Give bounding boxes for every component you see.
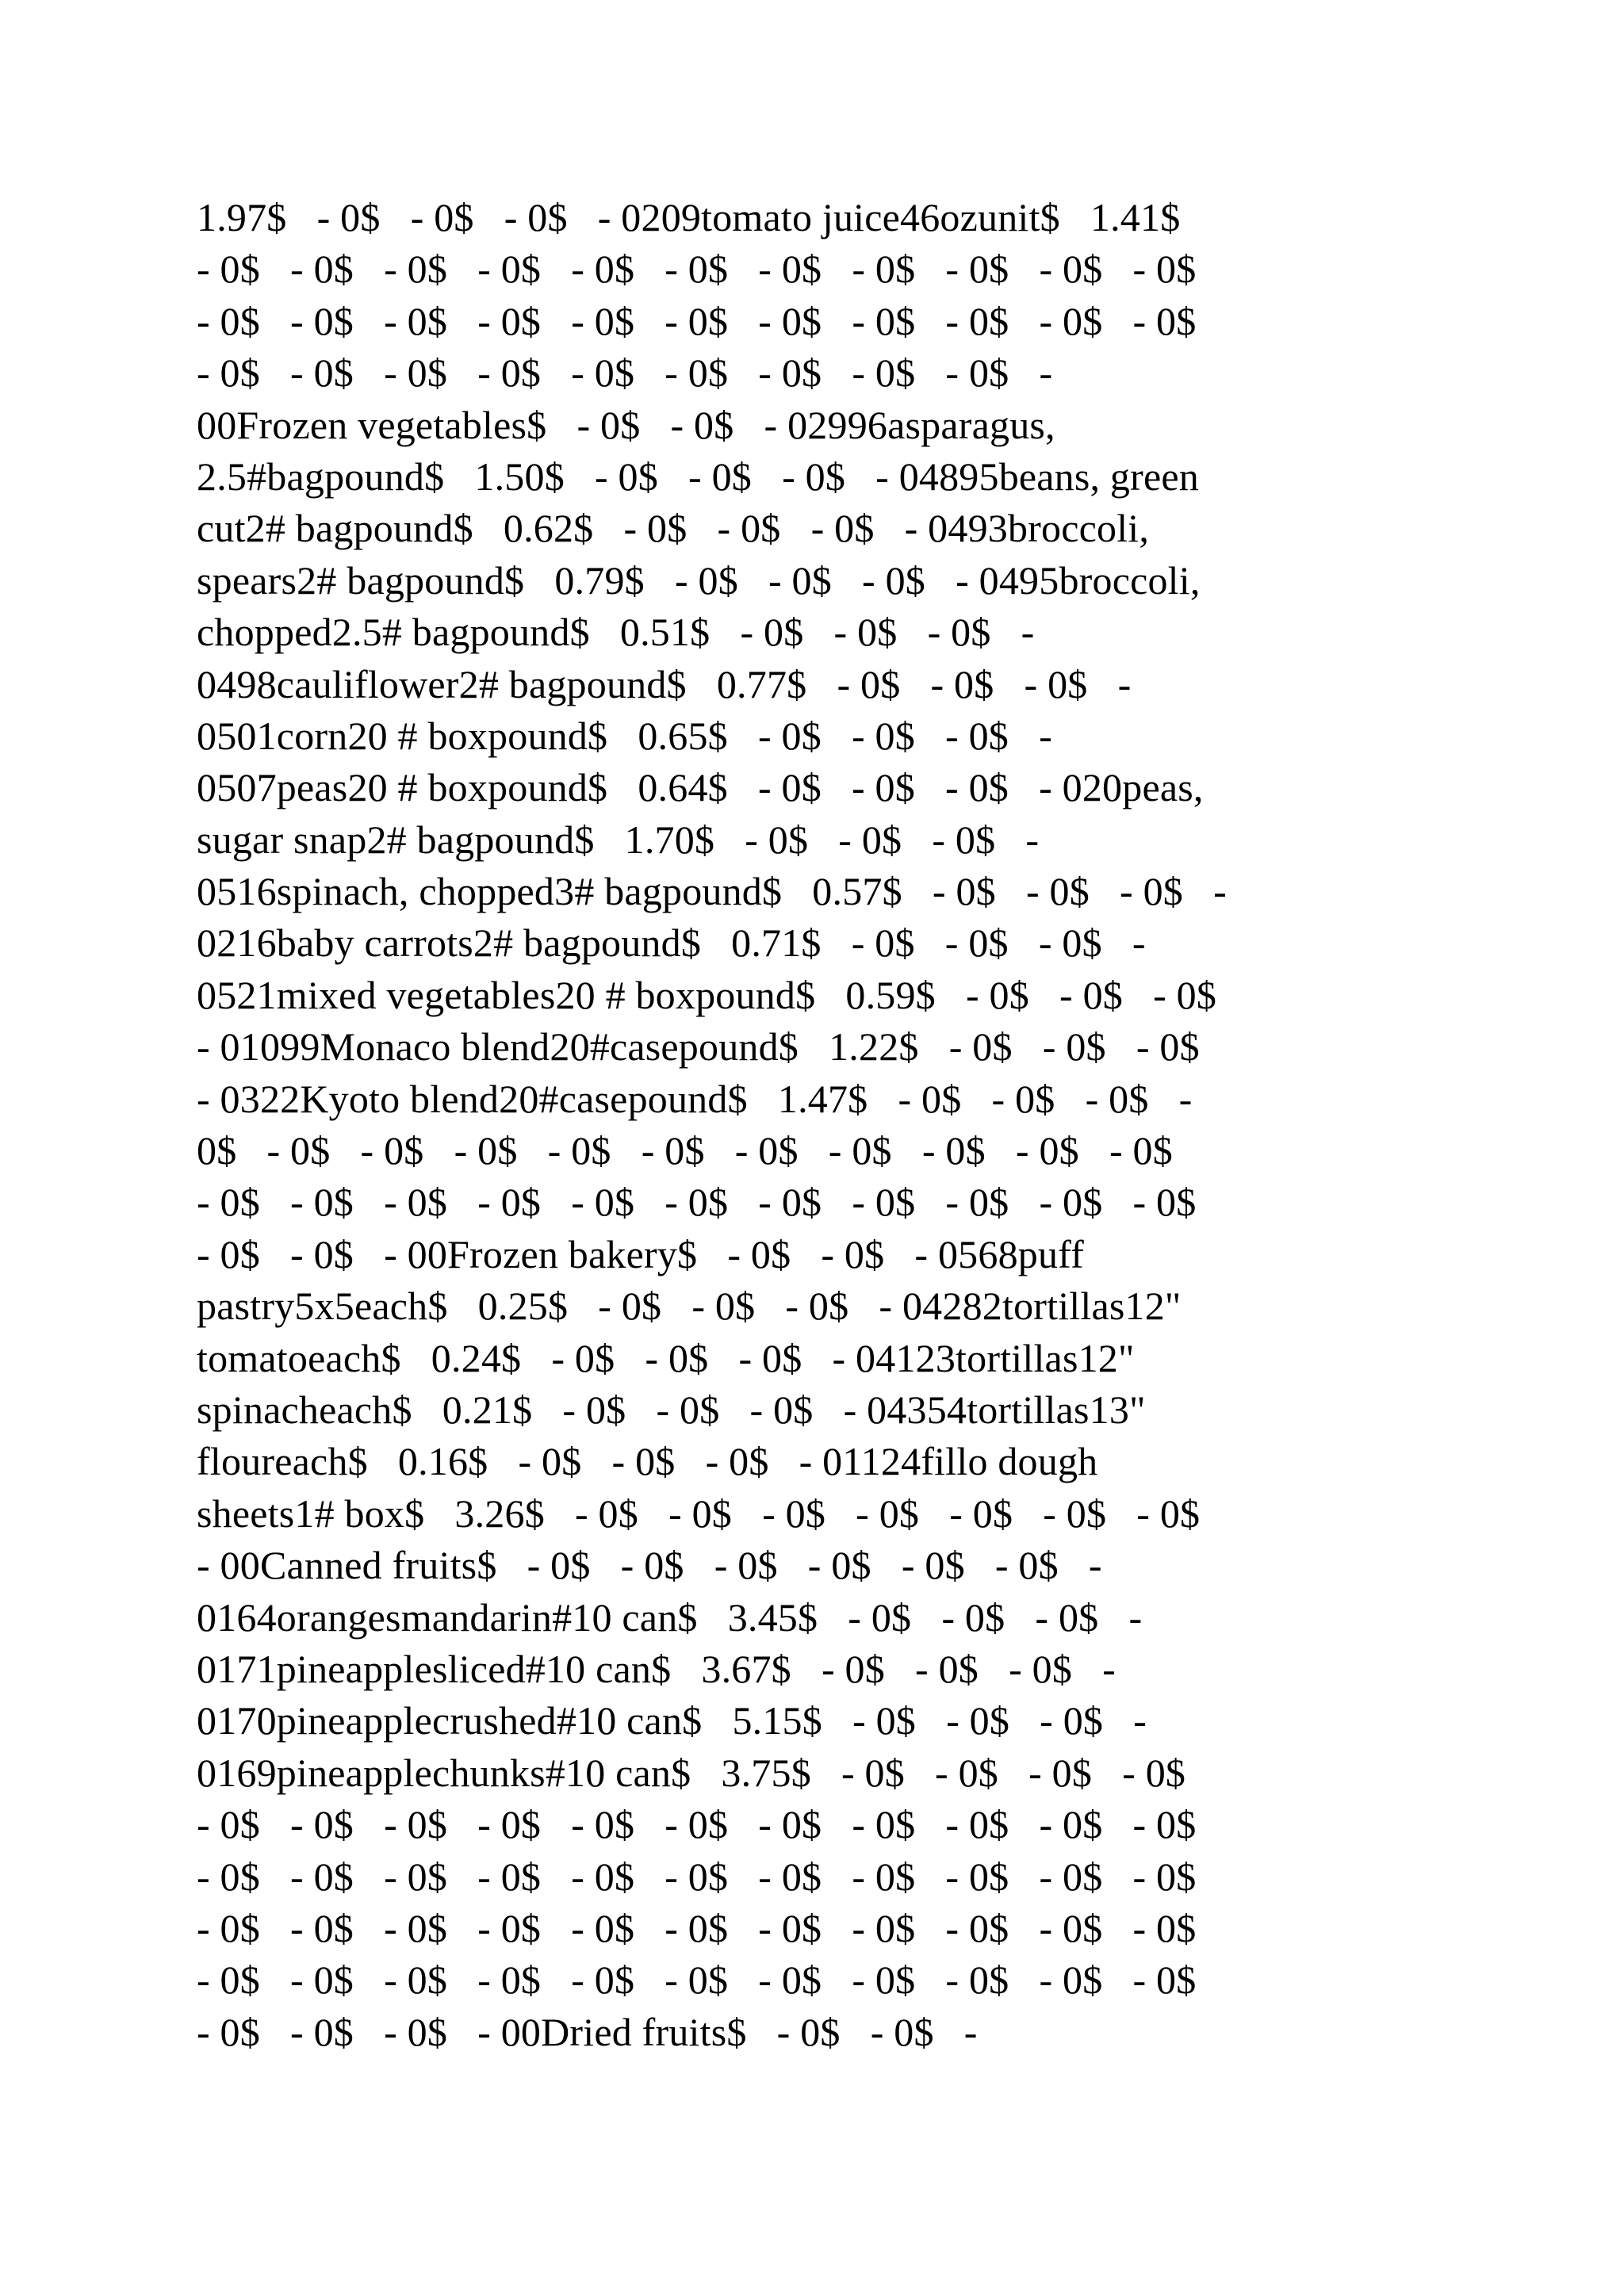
text-line: 0501corn20 # boxpound$ 0.65$ - 0$ - 0$ - 0$ -	[197, 713, 1052, 758]
text-line: 0521mixed vegetables20 # boxpound$ 0.59$ - 0$ - 0$ - 0$	[197, 972, 1217, 1017]
text-line: - 0$ - 0$ - 0$ - 0$ - 0$ - 0$ - 0$ - 0$ - 0$ - 0$ - 0$	[197, 1957, 1197, 2003]
text-line: 0$ - 0$ - 0$ - 0$ - 0$ - 0$ - 0$ - 0$ - 0$ - 0$ - 0$	[197, 1128, 1173, 1173]
text-line: 0164orangesmandarin#10 can$ 3.45$ - 0$ - 0$ - 0$ -	[197, 1594, 1143, 1640]
text-line: tomatoeach$ 0.24$ - 0$ - 0$ - 0$ - 04123tortillas12"	[197, 1335, 1135, 1380]
text-line: - 0$ - 0$ - 0$ - 0$ - 0$ - 0$ - 0$ - 0$ - 0$ - 0$ - 0$	[197, 1905, 1197, 1950]
text-line: - 00Canned fruits$ - 0$ - 0$ - 0$ - 0$ - 0$ - 0$ -	[197, 1543, 1102, 1588]
text-line: - 0$ - 0$ - 0$ - 0$ - 0$ - 0$ - 0$ - 0$ - 0$ - 0$ - 0$	[197, 1854, 1197, 1899]
text-line: 0170pineapplecrushed#10 can$ 5.15$ - 0$ - 0$ - 0$ -	[197, 1698, 1147, 1743]
text-line: spears2# bagpound$ 0.79$ - 0$ - 0$ - 0$ - 0495broccoli,	[197, 557, 1201, 603]
text-line: floureach$ 0.16$ - 0$ - 0$ - 0$ - 01124fillo dough	[197, 1439, 1098, 1484]
text-line: - 0$ - 0$ - 0$ - 0$ - 0$ - 0$ - 0$ - 0$ - 0$ -	[197, 350, 1053, 396]
text-line: cut2# bagpound$ 0.62$ - 0$ - 0$ - 0$ - 0493broccoli,	[197, 506, 1150, 551]
text-line: spinacheach$ 0.21$ - 0$ - 0$ - 0$ - 04354tortillas13"	[197, 1387, 1146, 1432]
text-line: 1.97$ - 0$ - 0$ - 0$ - 0209tomato juice46ozunit$ 1.41$	[197, 195, 1181, 239]
text-line: 0507peas20 # boxpound$ 0.64$ - 0$ - 0$ - 0$ - 020peas,	[197, 765, 1204, 810]
text-line: - 0$ - 0$ - 0$ - 0$ - 0$ - 0$ - 0$ - 0$ - 0$ - 0$ - 0$	[197, 247, 1197, 292]
text-line: sugar snap2# bagpound$ 1.70$ - 0$ - 0$ - 0$ -	[197, 817, 1040, 862]
text-line: - 0$ - 0$ - 00Frozen bakery$ - 0$ - 0$ - 0568puff	[197, 1231, 1084, 1276]
text-line: 0498cauliflower2# bagpound$ 0.77$ - 0$ - 0$ - 0$ -	[197, 661, 1132, 706]
text-line: 0216baby carrots2# bagpound$ 0.71$ - 0$ - 0$ - 0$ -	[197, 920, 1146, 966]
text-line: 0169pineapplechunks#10 can$ 3.75$ - 0$ - 0$ - 0$ - 0$	[197, 1750, 1186, 1795]
text-line: - 0$ - 0$ - 0$ - 0$ - 0$ - 0$ - 0$ - 0$ - 0$ - 0$ - 0$	[197, 298, 1197, 343]
text-line: pastry5x5each$ 0.25$ - 0$ - 0$ - 0$ - 04282tortillas12"	[197, 1284, 1182, 1329]
text-line: chopped2.5# bagpound$ 0.51$ - 0$ - 0$ - 0$ -	[197, 610, 1035, 655]
text-line: sheets1# box$ 3.26$ - 0$ - 0$ - 0$ - 0$ - 0$ - 0$ - 0$	[197, 1490, 1201, 1536]
text-line: 0171pineapplesliced#10 can$ 3.67$ - 0$ - 0$ - 0$ -	[197, 1646, 1116, 1691]
body-text	[197, 192, 1481, 2058]
text-line: - 0$ - 0$ - 0$ - 00Dried fruits$ - 0$ - 0$ -	[197, 2009, 978, 2054]
text-line: 00Frozen vegetables$ - 0$ - 0$ - 02996asparagus,	[197, 402, 1055, 447]
text-line: 0516spinach, chopped3# bagpound$ 0.57$ - 0$ - 0$ - 0$ -	[197, 869, 1227, 914]
text-line: - 0322Kyoto blend20#casepound$ 1.47$ - 0$ - 0$ - 0$ -	[197, 1076, 1193, 1121]
text-line: - 0$ - 0$ - 0$ - 0$ - 0$ - 0$ - 0$ - 0$ - 0$ - 0$ - 0$	[197, 1802, 1197, 1847]
text-line: - 0$ - 0$ - 0$ - 0$ - 0$ - 0$ - 0$ - 0$ - 0$ - 0$ - 0$	[197, 1180, 1197, 1225]
text-line: 2.5#bagpound$ 1.50$ - 0$ - 0$ - 0$ - 04895beans, green	[197, 453, 1199, 499]
text-line: - 01099Monaco blend20#casepound$ 1.22$ - 0$ - 0$ - 0$	[197, 1024, 1200, 1070]
